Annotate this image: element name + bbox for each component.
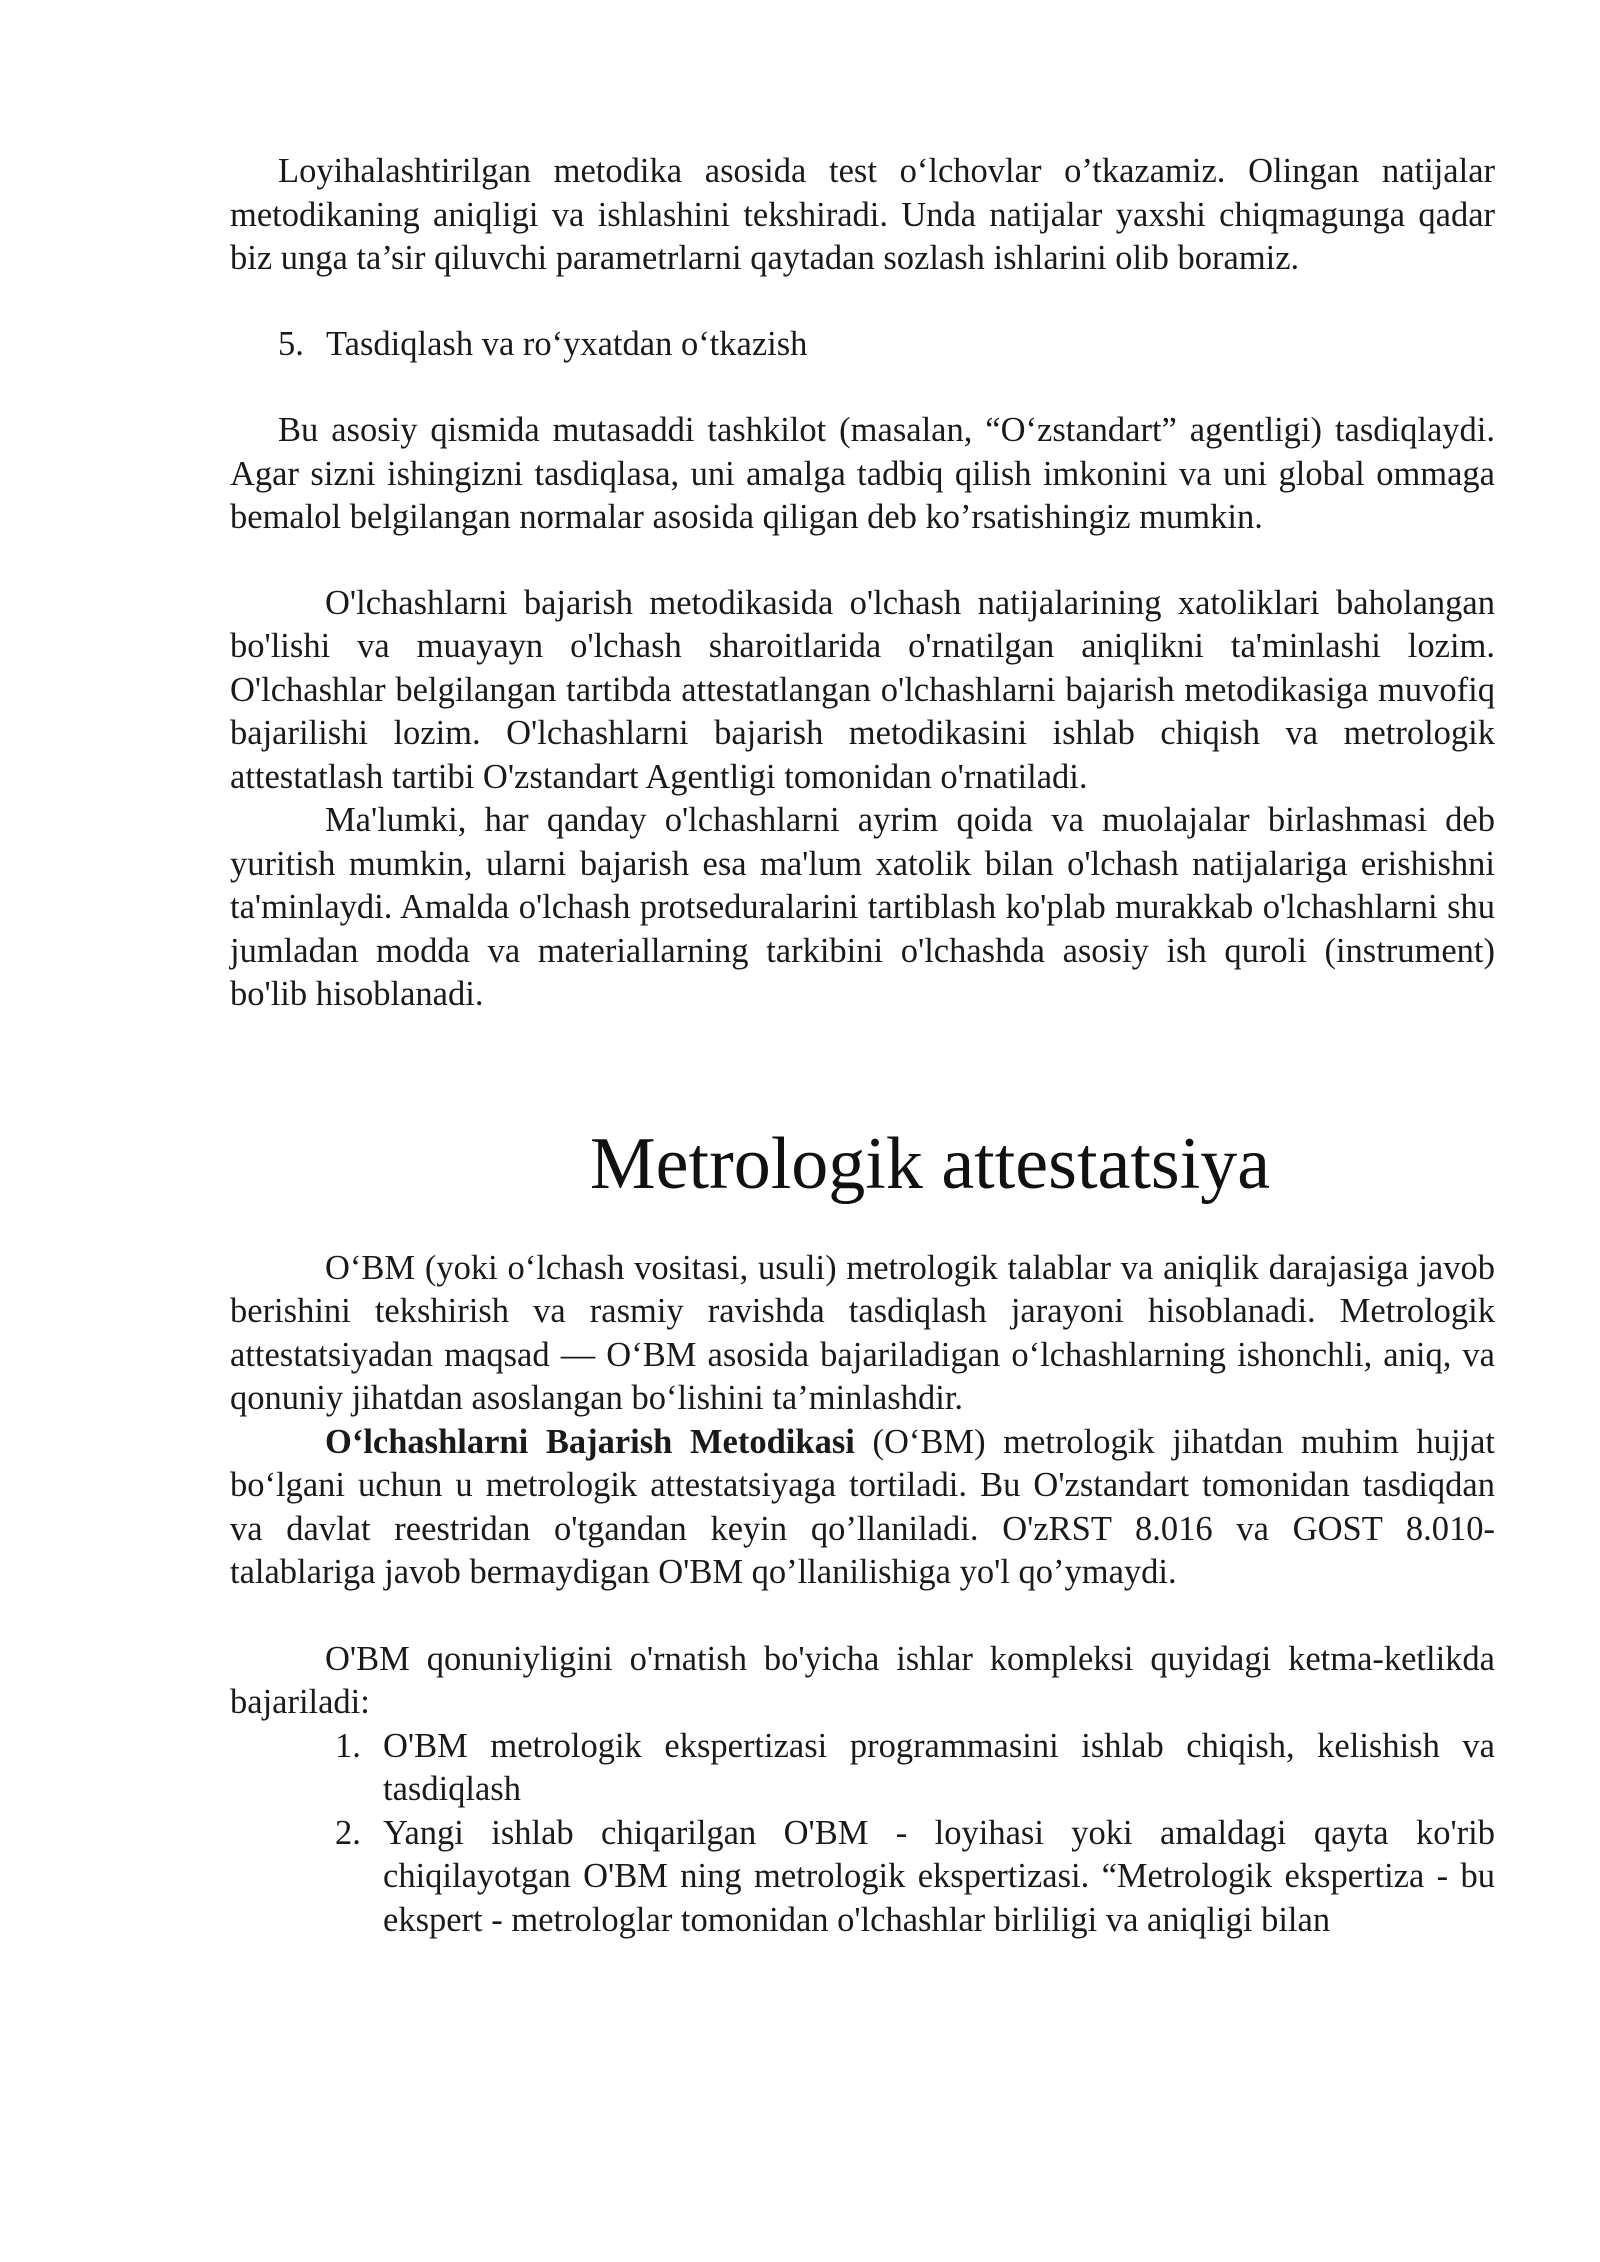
obm-bold-term: O‘lchashlarni Bajarish Metodikasi — [325, 1422, 855, 1461]
steps-list — [230, 1725, 1495, 1943]
approval-paragraph: Bu asosiy qismida mutasaddi tashkilot (masalan, “O‘zstandart” agentligi) tasdiqlaydi. Agar sizni ishingizni tasdiqlasa, uni amalga tadbiq qilish imkonini va uni global ommaga bemalol belgilangan normalar asosida qiligan deb ko’rsatishingiz mumkin. — [230, 411, 1495, 536]
definition-paragraph: O‘BM (yoki o‘lchash vositasi, usuli) metrologik talablar va aniqlik darajasiga javob berishini tekshirish va rasmiy ravishda tasdiqlash jarayoni hisoblanadi. Metrologik attestatsiyadan maqsad — O‘BM asosida bajariladigan o‘lchashlarning ishonchli, aniq, va qonuniy jihatdan asoslangan bo‘lishini ta’minlashdir. — [230, 1248, 1495, 1417]
known-paragraph: Ma'lumki, har qanday o'lchashlarni ayrim qoida va muolajalar birlashmasi deb yuritish mumkin, ularni bajarish esa ma'lum xatolik bilan o'lchash natijalariga erishishni ta'minlaydi. Amalda o'lchash protseduralarini tartiblash ko'plab murakkab o'lchashlarni shu jumladan modda va materiallarning tarkibini o'lchashda asosiy ish quroli (instrument) bo'lib hisoblanadi. — [230, 801, 1495, 1013]
numbered-subheading — [278, 323, 1495, 367]
requirements-paragraph: O'lchashlarni bajarish metodikasida o'lchash natijalarining xatoliklari baholangan bo'lishi va muayayn o'lchash sharoitlarida o'rnatilgan aniqlikni ta'minlashi lozim. O'lchashlar belgilangan tartibda attestatlangan o'lchashlarni bajarish metodikasiga muvofiq bajarilishi lozim. O'lchashlarni bajarish metodikasini ishlab chiqish va metrologik attestatlash tartibi O'zstandart Agentligi tomonidan o'rnatiladi. — [230, 583, 1495, 796]
sequence-paragraph: O'BM qonuniyligini o'rnatish bo'yicha ishlar kompleksi quyidagi ketma-ketlikda bajariladi: — [230, 1639, 1495, 1721]
list-item-text: Yangi ishlab chiqarilgan O'BM - loyihasi yoki amaldagi qayta ko'rib chiqilayotgan O'BM ning metrologik ekspertizasi. “Metrologik ekspertiza - bu ekspert - metrologlar tomonidan o'lchashlar birliligi va aniqligi bilan — [383, 1813, 1495, 1939]
section-heading: Metrologik attestatsiya — [589, 1122, 1271, 1205]
intro-paragraph: Loyihalashtirilgan metodika asosida test o‘lchovlar o’tkazamiz. Olingan natijalar metodikaning aniqligi va ishlashini tekshiradi. Unda natijalar yaxshi chiqmagunga qadar biz unga ta’sir qiluvchi parametrlarni qaytadan sozlash ishlarini olib boramiz. — [230, 152, 1495, 277]
obm-paragraph-text: (O‘BM) metrologik jihatdan muhim hujjat bo‘lgani uchun u metrologik attestatsiyaga tortiladi. Bu O'zstandart tomonidan tasdiqdan va davlat reestridan o'tgandan keyin qo’llaniladi. O'zRST 8.016 va GOST 8.010- talablariga javob bermaydigan O'BM qo’llanilishiga yo'l qo’ymaydi. — [230, 1422, 1495, 1591]
list-item — [230, 1725, 1495, 1812]
obm-paragraph — [230, 1421, 1495, 1595]
subheading-number: 5. — [278, 324, 304, 363]
subheading-title: Tasdiqlash va ro‘yxatdan o‘tkazish — [326, 324, 808, 363]
list-item — [230, 1812, 1495, 1943]
list-item-marker: 1. — [335, 1726, 361, 1765]
list-item-text: O'BM metrologik ekspertizasi programmasini ishlab chiqish, kelishish va tasdiqlash — [383, 1726, 1495, 1808]
list-item-marker: 2. — [335, 1813, 361, 1852]
document-page — [230, 150, 1495, 1942]
